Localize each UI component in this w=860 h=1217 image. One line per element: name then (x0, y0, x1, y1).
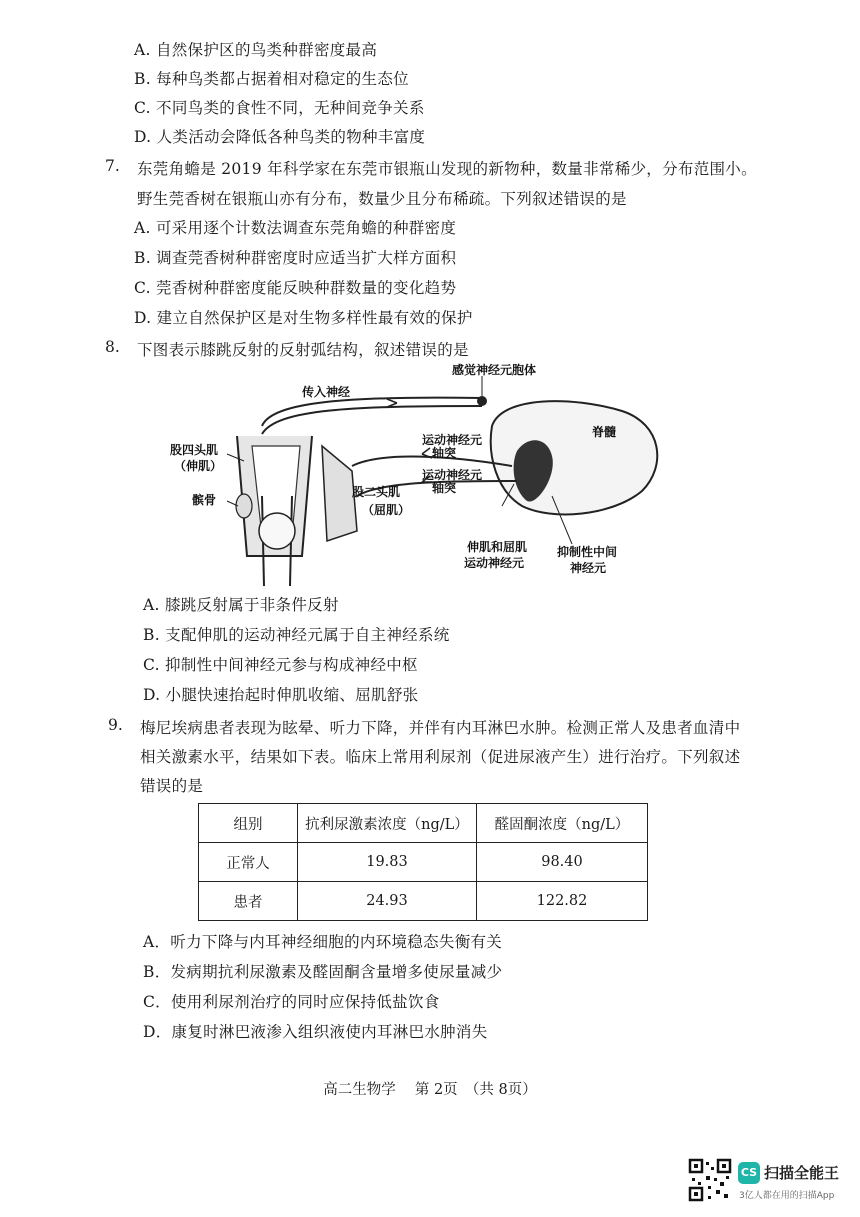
q7-number: 7. (105, 157, 120, 175)
q7-stem-line2: 野生莞香树在银瓶山亦有分布，数量少且分布稀疏。下列叙述错误的是 (137, 190, 627, 208)
q7-option-d: D. 建立自然保护区是对生物多样性最有效的保护 (134, 309, 473, 327)
q8-option-a: A. 膝跳反射属于非条件反射 (143, 596, 339, 614)
qr-code-icon (688, 1158, 732, 1202)
q6-option-c: C. 不同鸟类的食性不同，无种间竞争关系 (134, 99, 425, 117)
q9-option-a: A．听力下降与内耳神经细胞的内环境稳态失衡有关 (143, 933, 503, 951)
table-cell: 19.83 (298, 843, 477, 882)
table-cell: 122.82 (477, 882, 648, 921)
camscanner-name: 扫描全能王 (764, 1164, 840, 1182)
hormone-table (198, 803, 648, 921)
camscanner-logo: CS (738, 1162, 760, 1184)
q9-option-d: D．康复时淋巴液渗入组织液使内耳淋巴水肿消失 (143, 1023, 488, 1041)
q7-stem-line1: 东莞角蟾是 2019 年科学家在东莞市银瓶山发现的新物种，数量非常稀少，分布范围小。 (137, 160, 757, 178)
q8-option-c: C. 抑制性中间神经元参与构成神经中枢 (143, 656, 418, 674)
q7-option-a: A. 可采用逐个计数法调查东莞角蟾的种群密度 (134, 219, 457, 237)
q8-stem: 下图表示膝跳反射的反射弧结构，叙述错误的是 (137, 341, 469, 359)
q6-option-b: B. 每种鸟类都占据着相对稳定的生态位 (134, 70, 409, 88)
label-interneuron-1: 抑制性中间 (557, 545, 618, 559)
reflex-arc-figure (152, 356, 672, 586)
table-header-row (199, 804, 648, 843)
q7-option-b: B. 调查莞香树种群密度时应适当扩大样方面积 (134, 249, 457, 267)
camscanner-tagline: 3亿人都在用的扫描App (739, 1191, 835, 1201)
q9-stem-line3: 错误的是 (140, 777, 204, 795)
label-afferent: 传入神经 (302, 385, 351, 399)
label-interneuron-2: 神经元 (570, 561, 607, 575)
q8-option-b: B. 支配伸肌的运动神经元属于自主神经系统 (143, 626, 450, 644)
table-cell: 患者 (199, 882, 298, 921)
label-axon-1: 轴突 (432, 446, 457, 460)
table-header: 抗利尿激素浓度（ng/L） (298, 804, 477, 843)
q9-option-b: B．发病期抗利尿激素及醛固酮含量增多使尿量减少 (143, 963, 503, 981)
q9-stem-line1: 梅尼埃病患者表现为眩晕、听力下降，并伴有内耳淋巴水肿。检测正常人及患者血清中 (140, 719, 741, 737)
label-sensory-body: 感觉神经元胞体 (452, 363, 537, 377)
label-axon-2: 轴突 (432, 481, 457, 495)
sensory-neuron-body (477, 396, 487, 406)
table-header: 组别 (199, 804, 298, 843)
table-row (199, 843, 648, 882)
table-cell: 24.93 (298, 882, 477, 921)
table-row (199, 882, 648, 921)
label-quadriceps: 股四头肌 (170, 443, 219, 457)
label-motor-axon-1: 运动神经元 (422, 433, 483, 447)
q9-stem-line2: 相关激素水平，结果如下表。临床上常用利尿剂（促进尿液产生）进行治疗。下列叙述 (140, 748, 741, 766)
table-cell: 98.40 (477, 843, 648, 882)
label-flexor: （屈肌） (362, 503, 411, 517)
label-patella: 髌骨 (192, 493, 217, 507)
label-motor-neuron-1: 伸肌和屈肌 (467, 540, 528, 554)
table-cell: 正常人 (199, 843, 298, 882)
label-extensor: （伸肌） (174, 459, 223, 473)
q7-option-c: C. 莞香树种群密度能反映种群数量的变化趋势 (134, 279, 457, 297)
q9-option-c: C．使用利尿剂治疗的同时应保持低盐饮食 (143, 993, 440, 1011)
label-motor-axon-2: 运动神经元 (422, 468, 483, 482)
q8-number: 8. (105, 338, 120, 356)
patella-bone (236, 494, 252, 518)
q6-option-a: A. 自然保护区的鸟类种群密度最高 (134, 41, 378, 59)
q8-option-d: D. 小腿快速抬起时伸肌收缩、屈肌舒张 (143, 686, 419, 704)
q9-number: 9. (108, 716, 123, 734)
q6-option-d: D. 人类活动会降低各种鸟类的物种丰富度 (134, 128, 426, 146)
table-header: 醛固酮浓度（ng/L） (477, 804, 648, 843)
label-spinal-cord: 脊髓 (592, 425, 617, 439)
page-footer: 高二生物学 第 2页 （共 8页） (323, 1082, 537, 1098)
label-biceps: 股二头肌 (352, 485, 401, 499)
knee-joint (259, 513, 295, 549)
label-motor-neuron-2: 运动神经元 (464, 556, 525, 570)
